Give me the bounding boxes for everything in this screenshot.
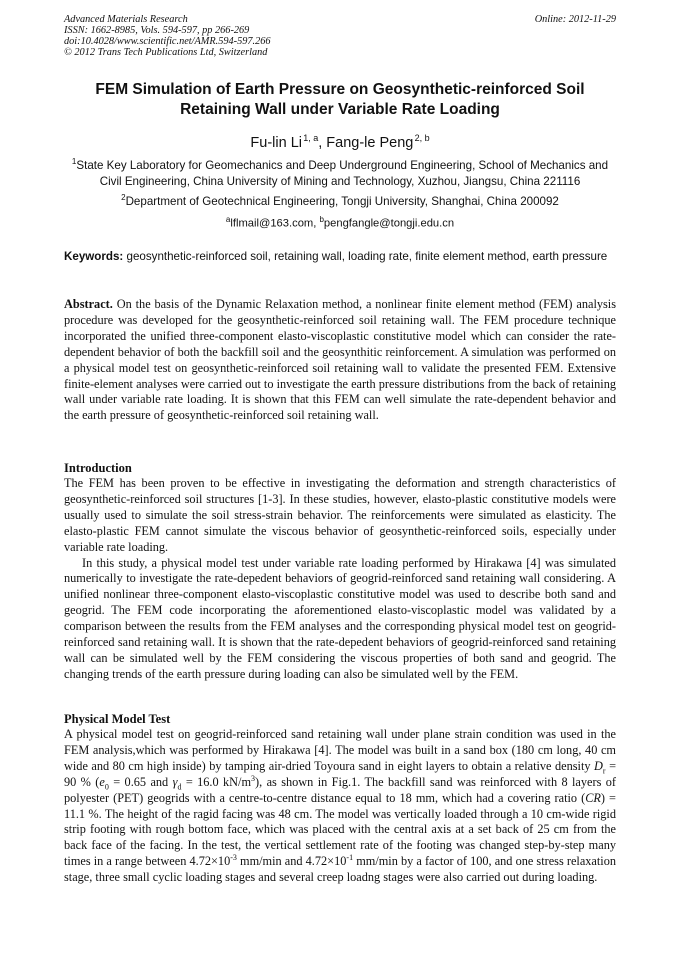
pm-text-3: = 0.65 and bbox=[108, 774, 173, 789]
affiliation-2-text: Department of Geotechnical Engineering, Tongji University, Shanghai, China 200092 bbox=[125, 194, 559, 208]
doi-line[interactable]: doi:10.4028/www.scientific.net/AMR.594-597.266 bbox=[64, 36, 271, 47]
title-line-2: Retaining Wall under Variable Rate Loading bbox=[180, 101, 500, 118]
e-symbol: e bbox=[99, 774, 105, 789]
keywords-label: Keywords: bbox=[64, 250, 124, 263]
dr-subscript: r bbox=[602, 766, 606, 776]
online-date: Online: 2012-11-29 bbox=[534, 14, 616, 25]
introduction-heading: Introduction bbox=[64, 461, 132, 475]
email-a-link[interactable]: lflmail@163.com, bbox=[230, 217, 320, 230]
unit-exponent: 3 bbox=[251, 773, 256, 783]
affiliation-1-text: State Key Laboratory for Geomechanics and Deep Underground Engineering, School of Mechanics and Civil Engineering, China University of Mining and Technology, Xuzhou, Jiangsu, China 221116 bbox=[76, 158, 609, 188]
pm-text-4: = 16.0 kN/m bbox=[181, 774, 252, 789]
pm-text-8: mm/min by a factor of 100, and one stress relaxation stage, three small cyclic loading stages and several creep loadng stages were also carried out during loading. bbox=[64, 854, 617, 885]
gamma-subscript: d bbox=[177, 782, 182, 792]
author-list bbox=[64, 129, 616, 152]
affiliation-2 bbox=[64, 190, 616, 210]
journal-header bbox=[64, 14, 616, 58]
pm-text-1: A physical model test on geogrid-reinforced sand retaining wall under plane strain condition was used in the FEM analysis,which was performed by Hirakawa [4]. The model was built in a sand box (180 cm long, 40 cm wide and 80 cm high inside) by tamping air-dried Toyoura sand in eight layers to obtain a relative density bbox=[64, 727, 616, 773]
keywords-text: geosynthetic-reinforced soil, retaining wall, loading rate, finite element method, earth pressure bbox=[123, 250, 608, 263]
introduction-paragraph-2: In this study, a physical model test under variable rate loading performed by Hirakawa [4] was simulated numerically to investigate the rate-depedent behaviors of geogrid-reinforced sand retaining wall considering. A unified nonlinear three-component elasto-viscoplastic constitutive model was used to describe both sand and geogrid. The FEM code incorporating the aforementioned elasto-viscoplastic model was validated by a comparison between the results from the FEM analyses and the corresponding physical model test on geogrid-reinforced sand retaining wall. It is shown that the rate-depedent behaviors of geogrid-reinforced sand retaining wall can be simulated well by the FEM considering the viscous properties of both sand and geogrid. The changing trends of the earth pressure during loading can also be simulated well by the FEM. bbox=[64, 555, 616, 681]
paper-title bbox=[64, 80, 616, 120]
physical-model-section bbox=[64, 711, 616, 886]
dr-symbol: D bbox=[594, 758, 603, 773]
introduction-section bbox=[64, 460, 616, 683]
pm-text-2: = 90 % ( bbox=[64, 758, 616, 789]
issn-line: ISSN: 1662-8985, Vols. 594-597, pp 266-269 bbox=[64, 25, 250, 36]
author-1: Fu-lin Li bbox=[250, 134, 302, 151]
abstract-label: Abstract. bbox=[64, 297, 113, 311]
cr-symbol: CR bbox=[585, 790, 601, 805]
author-2-affil: 2, b bbox=[414, 133, 430, 143]
keywords bbox=[64, 249, 616, 264]
pm-text-5: ), as shown in Fig.1. The backfill sand was reinforced with 8 layers of polyester (PET) geogrids with a centre-to-centre distance equal to 18 mm, which had a covering ratio ( bbox=[64, 774, 616, 805]
physical-model-paragraph bbox=[64, 727, 616, 886]
affiliation-1 bbox=[64, 154, 616, 190]
abstract bbox=[64, 297, 616, 424]
author-2: Fang-le Peng bbox=[326, 134, 414, 151]
journal-name: Advanced Materials Research bbox=[64, 14, 188, 25]
gamma-symbol: γ bbox=[172, 774, 178, 789]
affiliation-1-number: 1 bbox=[71, 157, 77, 166]
abstract-text: On the basis of the Dynamic Relaxation method, a nonlinear finite element method (FEM) analysis procedure was developed for the geosynthetic-reinforced soil retaining wall. The FEM procedure technique incorporated the unified three-component elasto-viscoplastic constitutive model which can consider the rate-dependent behavior of both the backfill soil and the geosynthitic reinforcement. A simulation was performed on a physical model test on geosynthetic-reinforced soil retaining wall to validate the presented FEM. Extensive finite-element analyses were carried out to investigate the earth pressure distributions from the back of retaining wall under variable rate loading. It is shown that this FEM can well simulate the rate-dependent behavior and the earth pressure of geosynthetic-reinforced soil retaining wall. bbox=[64, 297, 616, 423]
e-subscript: 0 bbox=[104, 782, 109, 792]
author-emails bbox=[64, 212, 616, 232]
title-line-1: FEM Simulation of Earth Pressure on Geosynthetic-reinforced Soil bbox=[95, 81, 585, 98]
author-separator: , bbox=[318, 134, 327, 151]
copyright-line: © 2012 Trans Tech Publications Ltd, Switzerland bbox=[64, 47, 268, 58]
rate-exponent-2: -1 bbox=[346, 853, 354, 863]
author-1-affil: 1, a bbox=[303, 133, 319, 143]
email-a-marker: a bbox=[225, 215, 231, 224]
introduction-paragraph-1: The FEM has been proven to be effective in investigating the deformation and strength characteristics of geosynthetic-reinforced soil structures [1-3]. In these studies, however, elasto-plastic constitutive models were usually used to simulate the soil stress-strain behavior. The reinforcements were simulated as elasticity. The elasto-plastic FEM cannot simulate the viscous behavior of geosynthetic-reinforced soils, especially under variable rate loading. bbox=[64, 476, 616, 554]
pm-text-7: mm/min and 4.72×10 bbox=[236, 854, 347, 869]
physical-model-heading: Physical Model Test bbox=[64, 712, 171, 726]
email-b-link[interactable]: pengfangle@tongji.edu.cn bbox=[323, 217, 455, 230]
affiliation-2-number: 2 bbox=[121, 193, 126, 202]
pm-text-6: ) = 11.1 %. The height of the ragid facing was 48 cm. The model was vertically loaded through a 10 cm-wide rigid strip footing with rough bottom face, which was placed with the central axis at a set back of 25 cm from the back face of the facing. In the test, the vertical settlement rate of the footing was changed step-by-step many times in a range between 4.72×10 bbox=[64, 790, 616, 869]
rate-exponent-1: -3 bbox=[230, 853, 237, 863]
email-b-marker: b bbox=[319, 215, 324, 224]
